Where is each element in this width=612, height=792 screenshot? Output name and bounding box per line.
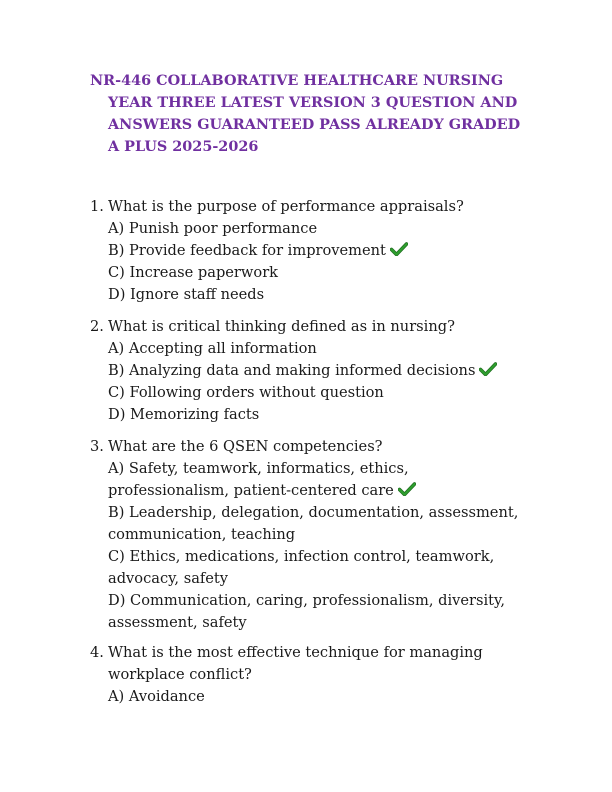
answer-option-text: B) Provide feedback for improvement	[108, 242, 386, 259]
title-line: YEAR THREE LATEST VERSION 3 QUESTION AND	[108, 94, 518, 111]
checkmark-icon	[390, 241, 408, 255]
answer-option	[108, 360, 550, 382]
question-item	[90, 316, 550, 426]
question-number: 1.	[90, 198, 104, 215]
answer-option-text: B) Analyzing data and making informed decisions	[108, 362, 476, 379]
question-number: 2.	[90, 318, 104, 335]
document-title	[90, 70, 560, 158]
title-line: A PLUS 2025-2026	[108, 138, 259, 155]
answer-option	[108, 568, 550, 590]
question-number: 3.	[90, 438, 104, 455]
answer-option-text: assessment, safety	[108, 614, 247, 631]
answer-option	[108, 590, 550, 612]
answer-option	[108, 686, 550, 708]
answer-option-text: D) Memorizing facts	[108, 406, 260, 423]
answer-option-text: A) Punish poor performance	[108, 220, 318, 237]
answer-option-text: B) Leadership, delegation, documentation, assessment,	[108, 504, 519, 521]
question-item	[90, 436, 550, 634]
question-body	[108, 642, 550, 708]
checkmark-icon	[479, 361, 497, 375]
title-line: ANSWERS GUARANTEED PASS ALREADY GRADED	[108, 116, 521, 133]
answer-option	[108, 524, 550, 546]
answer-option	[108, 458, 550, 480]
answer-option	[108, 404, 550, 426]
question-body	[108, 196, 550, 306]
answer-option-text: C) Increase paperwork	[108, 264, 279, 281]
answer-option-text: D) Communication, caring, professionalism, diversity,	[108, 592, 505, 609]
answer-option	[108, 338, 550, 360]
answer-option-text: A) Avoidance	[108, 688, 205, 705]
answer-option-text: advocacy, safety	[108, 570, 229, 587]
answer-option	[108, 612, 550, 634]
answer-option-text: communication, teaching	[108, 526, 296, 543]
answer-option-text: C) Following orders without question	[108, 384, 384, 401]
question-item	[90, 196, 550, 306]
answer-option	[108, 218, 550, 240]
question-stem: What is critical thinking defined as in nursing?	[108, 318, 455, 335]
answer-option-text: professionalism, patient-centered care	[108, 482, 394, 499]
question-stem: What are the 6 QSEN competencies?	[108, 438, 383, 455]
answer-option	[108, 240, 550, 262]
answer-option-text: D) Ignore staff needs	[108, 286, 265, 303]
answer-option	[108, 262, 550, 284]
checkmark-icon	[398, 481, 416, 495]
question-body	[108, 316, 550, 426]
answer-option-text: A) Accepting all information	[108, 340, 317, 357]
question-stem: What is the purpose of performance appraisals?	[108, 198, 464, 215]
question-stem: workplace conflict?	[108, 666, 252, 683]
answer-option-text: C) Ethics, medications, infection control, teamwork,	[108, 548, 495, 565]
answer-option	[108, 284, 550, 306]
title-line: NR-446 COLLABORATIVE HEALTHCARE NURSING	[90, 72, 504, 89]
question-item	[90, 642, 550, 708]
answer-option	[108, 546, 550, 568]
answer-option-text: A) Safety, teamwork, informatics, ethics,	[108, 460, 409, 477]
answer-option	[108, 480, 550, 502]
question-body	[108, 436, 550, 634]
question-stem: What is the most effective technique for managing	[108, 644, 483, 661]
answer-option	[108, 382, 550, 404]
answer-option	[108, 502, 550, 524]
question-number: 4.	[90, 644, 104, 661]
